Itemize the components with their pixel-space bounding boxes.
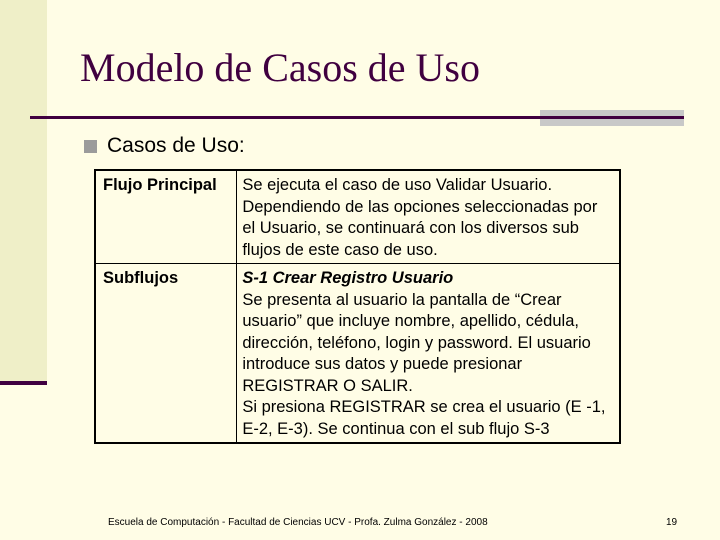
bullet-text: Casos de Uso: bbox=[107, 134, 245, 157]
subflow-paragraph-2: Si presiona REGISTRAR se crea el usuario (E -1, E-2, E-3). Se continua con el sub flujo S-3 bbox=[242, 398, 606, 438]
bullet-item bbox=[84, 134, 245, 158]
left-band-accent-line bbox=[0, 381, 47, 385]
page-number: 19 bbox=[666, 517, 678, 528]
subflow-title: S-1 Crear Registro Usuario bbox=[242, 269, 454, 287]
slide-title: Modelo de Casos de Uso bbox=[80, 45, 480, 90]
left-decorative-band bbox=[0, 0, 47, 383]
row-label-main-flow: Flujo Principal bbox=[95, 170, 237, 264]
use-case-table bbox=[94, 169, 621, 444]
bullet-square-icon bbox=[84, 140, 97, 153]
title-rule-right bbox=[540, 116, 684, 119]
table-row bbox=[95, 170, 620, 264]
row-text-subflows bbox=[237, 264, 620, 444]
slide-footer: Escuela de Computación - Facultad de Ciencias UCV - Profa. Zulma González - 2008 bbox=[108, 517, 488, 528]
table-row bbox=[95, 264, 620, 444]
subflow-paragraph-1: Se presenta al usuario la pantalla de “Crear usuario” que incluye nombre, apellido, cédula, dirección, teléfono, login y password. El usuario introduce sus datos y puede presionar REGISTRAR O SALIR. bbox=[242, 290, 591, 395]
title-rule bbox=[30, 116, 540, 119]
row-label-subflows: Subflujos bbox=[95, 264, 237, 444]
row-text-main-flow: Se ejecuta el caso de uso Validar Usuario. Dependiendo de las opciones seleccionadas por el Usuario, se continuará con los diversos sub flujos de este caso de uso. bbox=[237, 170, 620, 264]
